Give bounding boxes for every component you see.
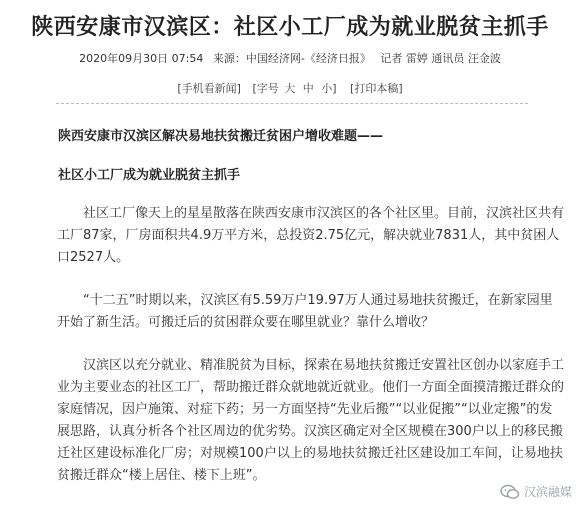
watermark	[500, 483, 572, 500]
font-size-control	[252, 82, 342, 95]
divider	[56, 103, 528, 104]
font-size-small-button[interactable]: 小]	[321, 82, 337, 95]
article-paragraph: “十二五”时期以来，汉滨区有5.59万户19.97万人通过易地扶贫搬迁，在新家园里开始了新生活。可搬迁后的贫困群众要在哪里就业？靠什么增收？	[57, 293, 553, 330]
article-paragraph: 汉滨区以充分就业、精准脱贫为目标，探索在易地扶贫搬迁安置社区创办以家庭手工业为主要业态的社区工厂，帮助搬迁群众就地就近就业。他们一方面全面摸清搬迁群众的家庭情况，因户施策、对症下药；另一方面坚持“先业后搬”“以业促搬”“以业定搬”的发展思路，认真分析各个社区周边的优劣势。汉滨区确定对全区规模在300户以上的移民搬迁社区建设标准化厂房；对规模100户以上的易地扶贫搬迁社区建设加工车间，让易地扶贫搬迁群众“楼上居住、楼下上班”。	[57, 358, 565, 483]
mobile-news-link[interactable]: [手机看新闻]	[177, 82, 241, 95]
article-toolbar	[0, 80, 580, 96]
watermark-text: 汉滨融媒	[523, 485, 572, 499]
article-meta	[0, 50, 580, 66]
article-title: 陕西安康市汉滨区：社区小工厂成为就业脱贫主抓手	[31, 15, 549, 40]
print-link[interactable]: [打印本稿]	[350, 82, 403, 95]
article-subtitle-lead: 陕西安康市汉滨区解决易地扶贫搬迁贫困户增收难题——	[58, 129, 384, 144]
font-size-large-button[interactable]: 大	[284, 82, 296, 95]
article-subtitle: 社区小工厂成为就业脱贫主抓手	[58, 168, 241, 183]
publish-datetime: 2020年09月30日 07:54	[79, 52, 204, 65]
font-size-medium-button[interactable]: 中	[302, 82, 314, 95]
font-size-label: [字号	[252, 82, 279, 95]
article-source[interactable]: 来源：中国经济网-《经济日报》	[212, 52, 371, 65]
wechat-icon	[500, 484, 520, 500]
article-paragraph: 社区工厂像天上的星星散落在陕西安康市汉滨区的各个社区里。目前，汉滨社区共有工厂87家，厂房面积共4.9万平方米，总投资2.75亿元，解决就业7831人，其中贫困人口2527人。	[57, 206, 565, 265]
article-reporters: 记者 雷婷 通讯员 汪金波	[380, 52, 501, 65]
